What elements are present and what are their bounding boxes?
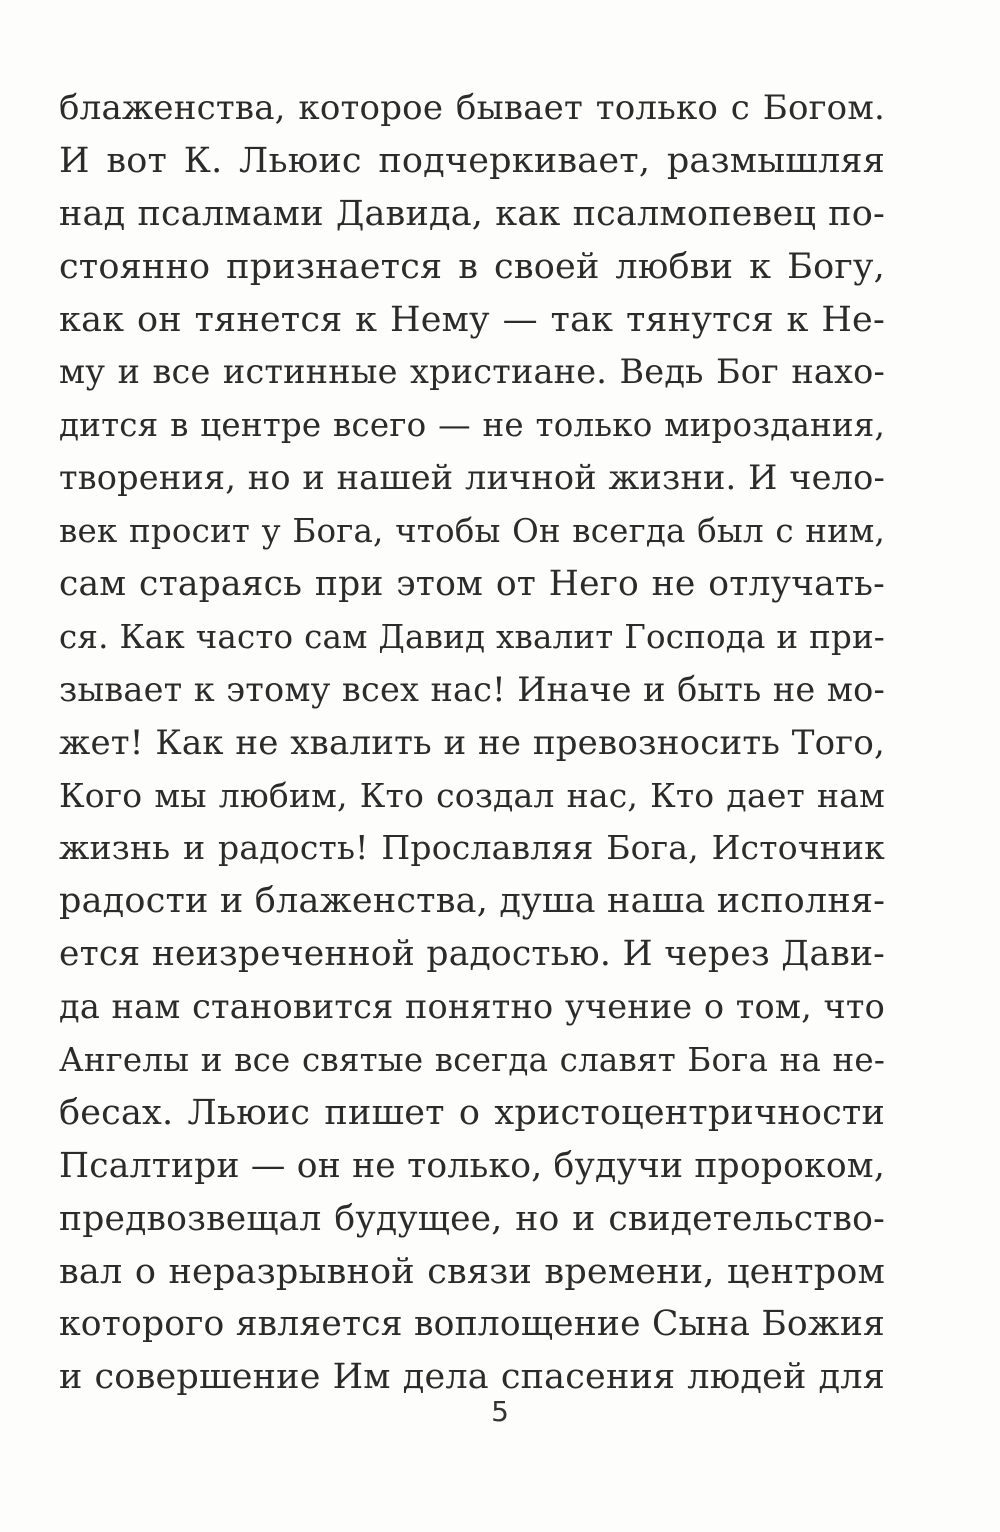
text-line: радости и блаженства, душа наша исполня-: [59, 881, 886, 922]
text-line: век просит у Бога, чтобы Он всегда был с ним,: [59, 512, 885, 551]
text-line: му и все истинные христиане. Ведь Бог нахо-: [59, 352, 885, 392]
text-line: вал о неразрывной связи времени, центром: [59, 1251, 885, 1292]
text-line: жизнь и радость! Прославляя Бога, Источник: [59, 828, 885, 868]
body-text: [59, 82, 885, 1404]
page-number: 5: [491, 1395, 509, 1428]
text-line: И вот К. Льюис подчеркивает, размышляя: [59, 140, 885, 181]
text-line: как он тянется к Нему — так тянутся к Не-: [59, 299, 885, 340]
text-line: бесах. Льюис пишет о христоцентричности: [59, 1092, 885, 1133]
text-line: Псалтири — он не только, будучи пророком,: [59, 1145, 885, 1186]
text-line: которого является воплощение Сына Божия: [59, 1304, 885, 1345]
text-line: ется неизреченной радостью. И через Дави-: [59, 934, 885, 975]
text-line: да нам становится понятно учение о том, что: [59, 987, 885, 1027]
text-line: творения, но и нашей личной жизни. И чело-: [59, 458, 885, 498]
text-line: Ангелы и все святые всегда славят Бога на не-: [59, 1041, 885, 1080]
text-line: дится в центре всего — не только мироздания,: [59, 406, 885, 445]
text-line: ся. Как часто сам Давид хвалит Господа и при-: [59, 617, 885, 656]
text-line: стоянно признается в своей любви к Богу,: [59, 246, 885, 287]
text-line: блаженства, которое бывает только с Богом.: [59, 88, 885, 128]
text-line: сам стараясь при этом от Него не отлучать-: [59, 564, 885, 605]
text-line: зывает к этому всех нас! Иначе и быть не мо-: [59, 669, 885, 709]
text-line: Кого мы любим, Кто создал нас, Кто дает нам: [59, 775, 885, 815]
text-line: над псалмами Давида, как псалмопевец по-: [59, 193, 885, 234]
text-line: и совершение Им дела спасения людей для: [59, 1357, 885, 1398]
text-line: предвозвещал будущее, но и свидетельство-: [59, 1198, 885, 1239]
text-line: жет! Как не хвалить и не превозносить Того,: [59, 722, 885, 763]
